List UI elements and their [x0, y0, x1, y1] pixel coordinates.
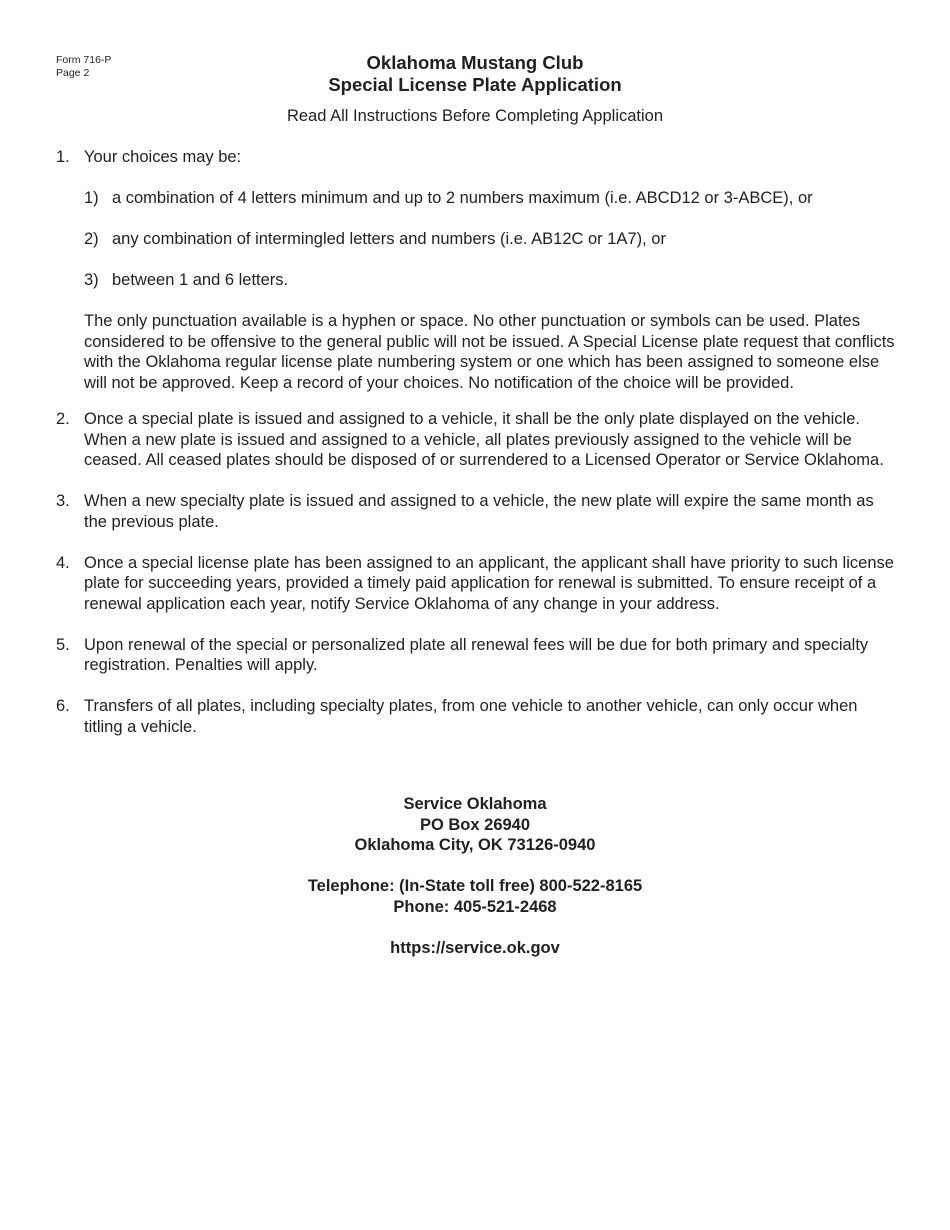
instruction-item-6	[56, 696, 896, 737]
city-state-zip: Oklahoma City, OK 73126-0940	[354, 836, 596, 854]
instructions-list	[56, 147, 896, 737]
phone-number: Phone: 405-521-2468	[393, 897, 557, 916]
item-text: Once a special license plate has been assigned to an applicant, the applicant shall have priority to such license plate for succeeding years, provided a timely paid application for renewal is submitted. To ensure receipt of a renewal application each year, notify Service Oklahoma of any change in your address.	[84, 553, 894, 613]
instruction-item-2	[56, 409, 896, 471]
website	[0, 938, 950, 959]
item-text: Your choices may be:	[84, 148, 242, 166]
choice-item-3	[84, 270, 896, 291]
page-number: Page 2	[56, 67, 90, 79]
po-box: PO Box 26940	[419, 815, 531, 834]
instruction-item-5	[56, 635, 896, 676]
item-number: 5.	[56, 635, 70, 654]
choice-item-1	[84, 188, 896, 209]
phone-numbers	[0, 876, 950, 917]
toll-free-telephone: Telephone: (In-State toll free) 800-522-8165	[307, 877, 643, 895]
choice-number: 2)	[84, 230, 99, 248]
item-number: 2.	[56, 410, 70, 428]
mailing-address	[0, 794, 950, 856]
choice-item-2	[84, 229, 896, 250]
item-number: 4.	[56, 553, 70, 572]
document-title: Oklahoma Mustang Club	[366, 52, 584, 73]
document-subtitle: Special License Plate Application	[328, 74, 622, 95]
choice-text: between 1 and 6 letters.	[112, 271, 289, 289]
document-header	[0, 52, 950, 126]
choice-number: 3)	[84, 271, 99, 289]
punctuation-note: The only punctuation available is a hyphen or space. No other punctuation or symbols can be used. Plates considered to be offensive to the general public will not be issued. A Special License plate request that conflicts with the Oklahoma regular license plate numbering system or one which has been assigned to someone else will not be approved. Keep a record of your choices. No notification of the choice will be provided.	[84, 312, 895, 392]
contact-block	[0, 794, 950, 979]
agency-name: Service Oklahoma	[403, 795, 547, 813]
instruction-item-1	[56, 147, 896, 393]
choice-text: a combination of 4 letters minimum and up to 2 numbers maximum (i.e. ABCD12 or 3-ABCE), or	[112, 189, 813, 207]
item-text: When a new specialty plate is issued and assigned to a vehicle, the new plate will expire the same month as the previous plate.	[84, 492, 874, 531]
website-url: https://service.ok.gov	[390, 938, 560, 957]
item-text: Transfers of all plates, including specialty plates, from one vehicle to another vehicle, can only occur when titling a vehicle.	[84, 697, 858, 736]
instruction-note: Read All Instructions Before Completing Application	[286, 107, 664, 125]
instruction-item-3	[56, 491, 896, 532]
item-text: Upon renewal of the special or personalized plate all renewal fees will be due for both primary and specialty registration. Penalties will apply.	[84, 635, 869, 674]
form-number: Form 716-P	[56, 54, 112, 66]
instruction-item-4	[56, 553, 896, 615]
item-number: 6.	[56, 697, 70, 715]
choice-number: 1)	[84, 189, 99, 207]
item-number: 1.	[56, 148, 70, 166]
choice-text: any combination of intermingled letters and numbers (i.e. AB12C or 1A7), or	[112, 230, 666, 248]
item-text: Once a special plate is issued and assigned to a vehicle, it shall be the only plate displayed on the vehicle. When a new plate is issued and assigned to a vehicle, all plates previously assigned to the vehicle will be ceased. All ceased plates should be disposed of or surrendered to a Licensed Operator or Service Oklahoma.	[84, 410, 884, 469]
item-number: 3.	[56, 492, 70, 510]
